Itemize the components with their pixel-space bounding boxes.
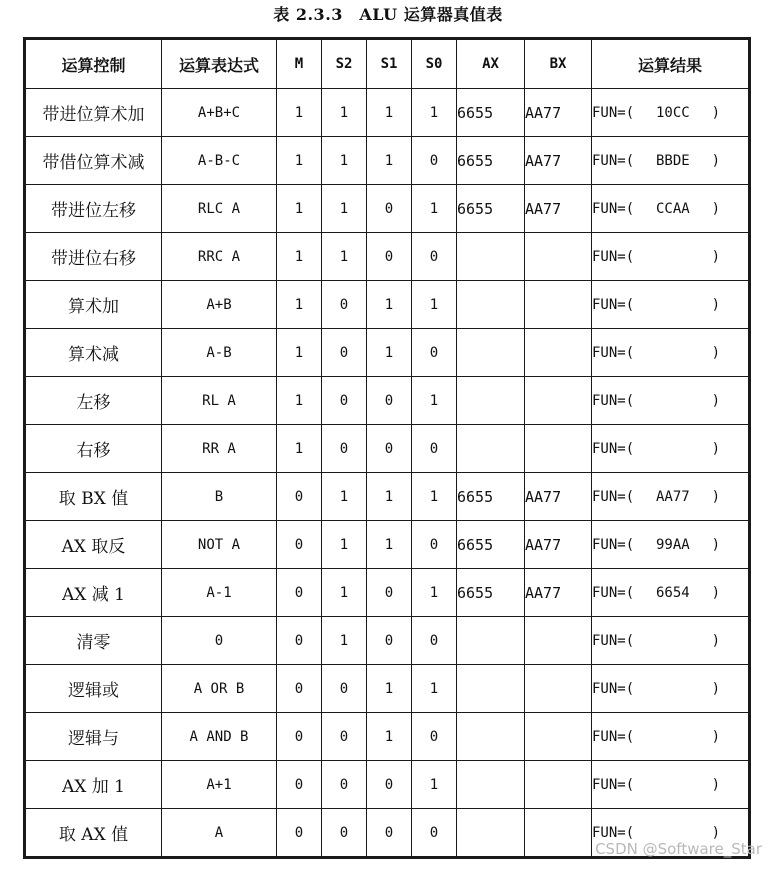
- m-cell: 1: [277, 329, 322, 377]
- s0-cell: 0: [412, 521, 457, 569]
- m-cell: 0: [277, 761, 322, 809]
- op-name-cell: 算术减: [25, 329, 162, 377]
- s2-cell: 1: [322, 569, 367, 617]
- result-value: [634, 825, 711, 841]
- op-name-cell: 算术加: [25, 281, 162, 329]
- s0-cell: 1: [412, 281, 457, 329]
- table-row: [25, 569, 750, 617]
- result-value: [634, 441, 711, 457]
- m-cell: 1: [277, 233, 322, 281]
- op-expression-cell: 0: [162, 617, 277, 665]
- ax-cell: [457, 281, 525, 329]
- table-row: [25, 713, 750, 761]
- ax-cell: 6655: [457, 137, 525, 185]
- result-suffix: ): [711, 296, 720, 313]
- bx-cell: [525, 617, 592, 665]
- result-value: AA77: [656, 488, 690, 505]
- bx-cell: AA77: [525, 137, 592, 185]
- m-cell: 1: [277, 137, 322, 185]
- result-suffix: ): [711, 152, 720, 169]
- m-cell: 1: [277, 377, 322, 425]
- op-expression-cell: A AND B: [162, 713, 277, 761]
- s0-cell: 0: [412, 617, 457, 665]
- bx-cell: AA77: [525, 521, 592, 569]
- result-suffix: ): [711, 200, 720, 217]
- ax-cell: [457, 761, 525, 809]
- s2-cell: 0: [322, 329, 367, 377]
- result-cell: [592, 329, 750, 377]
- ax-cell: [457, 617, 525, 665]
- s2-cell: 1: [322, 89, 367, 137]
- op-expression-cell: RLC A: [162, 185, 277, 233]
- result-cell: [592, 521, 750, 569]
- result-cell: [592, 665, 750, 713]
- result-suffix: ): [711, 392, 720, 409]
- bx-cell: AA77: [525, 569, 592, 617]
- result-value: [634, 393, 711, 409]
- op-name-cell: 清零: [25, 617, 162, 665]
- result-prefix: FUN=(: [592, 104, 635, 121]
- table-row: [25, 185, 750, 233]
- s2-cell: 0: [322, 761, 367, 809]
- ax-cell: [457, 713, 525, 761]
- s2-cell: 1: [322, 137, 367, 185]
- op-name-cell: 逻辑或: [25, 665, 162, 713]
- table-row: [25, 521, 750, 569]
- op-expression-cell: NOT A: [162, 521, 277, 569]
- op-expression-cell: A+1: [162, 761, 277, 809]
- s0-cell: 0: [412, 137, 457, 185]
- m-cell: 1: [277, 425, 322, 473]
- m-cell: 0: [277, 473, 322, 521]
- result-suffix: ): [711, 824, 720, 841]
- bx-cell: [525, 281, 592, 329]
- op-name-cell: 带借位算术减: [25, 137, 162, 185]
- s0-cell: 1: [412, 89, 457, 137]
- result-suffix: ): [711, 680, 720, 697]
- result-cell: [592, 569, 750, 617]
- result-value: [634, 345, 711, 361]
- s0-cell: 1: [412, 377, 457, 425]
- m-cell: 1: [277, 89, 322, 137]
- result-cell: [592, 761, 750, 809]
- bx-cell: AA77: [525, 89, 592, 137]
- s2-cell: 1: [322, 617, 367, 665]
- m-cell: 1: [277, 185, 322, 233]
- s2-cell: 0: [322, 713, 367, 761]
- bx-cell: [525, 377, 592, 425]
- op-expression-cell: A: [162, 809, 277, 858]
- header-s2: S2: [322, 39, 367, 89]
- s1-cell: 0: [367, 233, 412, 281]
- op-expression-cell: B: [162, 473, 277, 521]
- op-expression-cell: RL A: [162, 377, 277, 425]
- result-prefix: FUN=(: [592, 296, 635, 313]
- watermark: CSDN @Software_Star: [595, 840, 762, 858]
- header-op-expression: 运算表达式: [162, 39, 277, 89]
- result-value: 6654: [656, 584, 690, 601]
- s0-cell: 0: [412, 809, 457, 858]
- s2-cell: 1: [322, 233, 367, 281]
- op-name-cell: 右移: [25, 425, 162, 473]
- op-expression-cell: A+B: [162, 281, 277, 329]
- table-row: [25, 425, 750, 473]
- table-caption: 表 2.3.3 ALU 运算器真值表: [273, 5, 503, 24]
- s2-cell: 1: [322, 185, 367, 233]
- result-prefix: FUN=(: [592, 200, 635, 217]
- op-expression-cell: A-B-C: [162, 137, 277, 185]
- s1-cell: 0: [367, 425, 412, 473]
- s1-cell: 1: [367, 665, 412, 713]
- result-prefix: FUN=(: [592, 584, 635, 601]
- bx-cell: [525, 665, 592, 713]
- table-row: [25, 665, 750, 713]
- header-m: M: [277, 39, 322, 89]
- s1-cell: 0: [367, 809, 412, 858]
- s2-cell: 0: [322, 425, 367, 473]
- table-row: [25, 281, 750, 329]
- result-prefix: FUN=(: [592, 776, 635, 793]
- op-name-cell: 逻辑与: [25, 713, 162, 761]
- result-cell: [592, 713, 750, 761]
- result-suffix: ): [711, 344, 720, 361]
- s2-cell: 0: [322, 809, 367, 858]
- table-row: [25, 377, 750, 425]
- ax-cell: 6655: [457, 521, 525, 569]
- result-suffix: ): [711, 632, 720, 649]
- op-name-cell: 带进位左移: [25, 185, 162, 233]
- result-prefix: FUN=(: [592, 680, 635, 697]
- result-prefix: FUN=(: [592, 536, 635, 553]
- table-row: [25, 329, 750, 377]
- result-suffix: ): [711, 440, 720, 457]
- ax-cell: 6655: [457, 473, 525, 521]
- op-name-cell: 左移: [25, 377, 162, 425]
- s0-cell: 1: [412, 665, 457, 713]
- ax-cell: [457, 377, 525, 425]
- result-cell: [592, 185, 750, 233]
- result-value: BBDE: [656, 152, 690, 169]
- s2-cell: 1: [322, 521, 367, 569]
- bx-cell: [525, 233, 592, 281]
- table-row: [25, 89, 750, 137]
- result-value: 99AA: [656, 536, 690, 553]
- result-value: 10CC: [656, 104, 690, 121]
- result-cell: [592, 377, 750, 425]
- table-row: [25, 617, 750, 665]
- s0-cell: 0: [412, 425, 457, 473]
- m-cell: 0: [277, 521, 322, 569]
- result-cell: [592, 233, 750, 281]
- result-cell: [592, 473, 750, 521]
- header-result: 运算结果: [592, 39, 750, 89]
- result-suffix: ): [711, 776, 720, 793]
- result-value: [634, 729, 711, 745]
- bx-cell: [525, 761, 592, 809]
- op-expression-cell: A-B: [162, 329, 277, 377]
- bx-cell: [525, 713, 592, 761]
- result-cell: [592, 281, 750, 329]
- s0-cell: 1: [412, 569, 457, 617]
- header-bx: BX: [525, 39, 592, 89]
- s1-cell: 1: [367, 89, 412, 137]
- result-value: [634, 633, 711, 649]
- s1-cell: 0: [367, 761, 412, 809]
- result-value: CCAA: [656, 200, 690, 217]
- s2-cell: 0: [322, 281, 367, 329]
- s0-cell: 1: [412, 761, 457, 809]
- op-name-cell: 取 BX 值: [25, 473, 162, 521]
- result-cell: [592, 89, 750, 137]
- m-cell: 1: [277, 281, 322, 329]
- op-name-cell: 带进位右移: [25, 233, 162, 281]
- op-expression-cell: A+B+C: [162, 89, 277, 137]
- s1-cell: 0: [367, 185, 412, 233]
- result-suffix: ): [711, 488, 720, 505]
- result-prefix: FUN=(: [592, 824, 635, 841]
- m-cell: 0: [277, 713, 322, 761]
- table-row: [25, 137, 750, 185]
- table-row: [25, 233, 750, 281]
- result-prefix: FUN=(: [592, 392, 635, 409]
- bx-cell: [525, 329, 592, 377]
- s1-cell: 0: [367, 377, 412, 425]
- m-cell: 0: [277, 665, 322, 713]
- op-name-cell: AX 减 1: [25, 569, 162, 617]
- s1-cell: 1: [367, 329, 412, 377]
- result-prefix: FUN=(: [592, 152, 635, 169]
- table-row: [25, 473, 750, 521]
- bx-cell: [525, 425, 592, 473]
- op-name-cell: 带进位算术加: [25, 89, 162, 137]
- result-suffix: ): [711, 584, 720, 601]
- result-suffix: ): [711, 248, 720, 265]
- result-prefix: FUN=(: [592, 344, 635, 361]
- op-expression-cell: RR A: [162, 425, 277, 473]
- result-suffix: ): [711, 536, 720, 553]
- ax-cell: [457, 665, 525, 713]
- op-name-cell: 取 AX 值: [25, 809, 162, 858]
- ax-cell: 6655: [457, 89, 525, 137]
- header-row: [25, 39, 750, 89]
- result-prefix: FUN=(: [592, 632, 635, 649]
- result-prefix: FUN=(: [592, 440, 635, 457]
- s2-cell: 0: [322, 377, 367, 425]
- ax-cell: [457, 233, 525, 281]
- result-cell: [592, 425, 750, 473]
- s2-cell: 0: [322, 665, 367, 713]
- result-prefix: FUN=(: [592, 248, 635, 265]
- table-row: [25, 761, 750, 809]
- s1-cell: 1: [367, 137, 412, 185]
- s0-cell: 0: [412, 233, 457, 281]
- m-cell: 0: [277, 569, 322, 617]
- result-value: [634, 297, 711, 313]
- op-expression-cell: RRC A: [162, 233, 277, 281]
- ax-cell: 6655: [457, 185, 525, 233]
- op-name-cell: AX 加 1: [25, 761, 162, 809]
- result-suffix: ): [711, 104, 720, 121]
- m-cell: 0: [277, 617, 322, 665]
- s1-cell: 1: [367, 473, 412, 521]
- s1-cell: 1: [367, 521, 412, 569]
- result-value: [634, 681, 711, 697]
- op-expression-cell: A OR B: [162, 665, 277, 713]
- result-prefix: FUN=(: [592, 728, 635, 745]
- s0-cell: 1: [412, 185, 457, 233]
- s1-cell: 0: [367, 569, 412, 617]
- s1-cell: 1: [367, 281, 412, 329]
- bx-cell: [525, 809, 592, 858]
- header-s0: S0: [412, 39, 457, 89]
- ax-cell: [457, 329, 525, 377]
- s1-cell: 0: [367, 617, 412, 665]
- result-cell: [592, 137, 750, 185]
- ax-cell: [457, 425, 525, 473]
- ax-cell: 6655: [457, 569, 525, 617]
- s0-cell: 1: [412, 473, 457, 521]
- s2-cell: 1: [322, 473, 367, 521]
- s0-cell: 0: [412, 329, 457, 377]
- bx-cell: AA77: [525, 185, 592, 233]
- result-value: [634, 249, 711, 265]
- m-cell: 0: [277, 809, 322, 858]
- bx-cell: AA77: [525, 473, 592, 521]
- alu-truth-table: [23, 37, 751, 859]
- result-prefix: FUN=(: [592, 488, 635, 505]
- result-cell: [592, 617, 750, 665]
- header-op-control: 运算控制: [25, 39, 162, 89]
- op-name-cell: AX 取反: [25, 521, 162, 569]
- header-s1: S1: [367, 39, 412, 89]
- s1-cell: 1: [367, 713, 412, 761]
- op-expression-cell: A-1: [162, 569, 277, 617]
- result-suffix: ): [711, 728, 720, 745]
- s0-cell: 0: [412, 713, 457, 761]
- ax-cell: [457, 809, 525, 858]
- result-value: [634, 777, 711, 793]
- header-ax: AX: [457, 39, 525, 89]
